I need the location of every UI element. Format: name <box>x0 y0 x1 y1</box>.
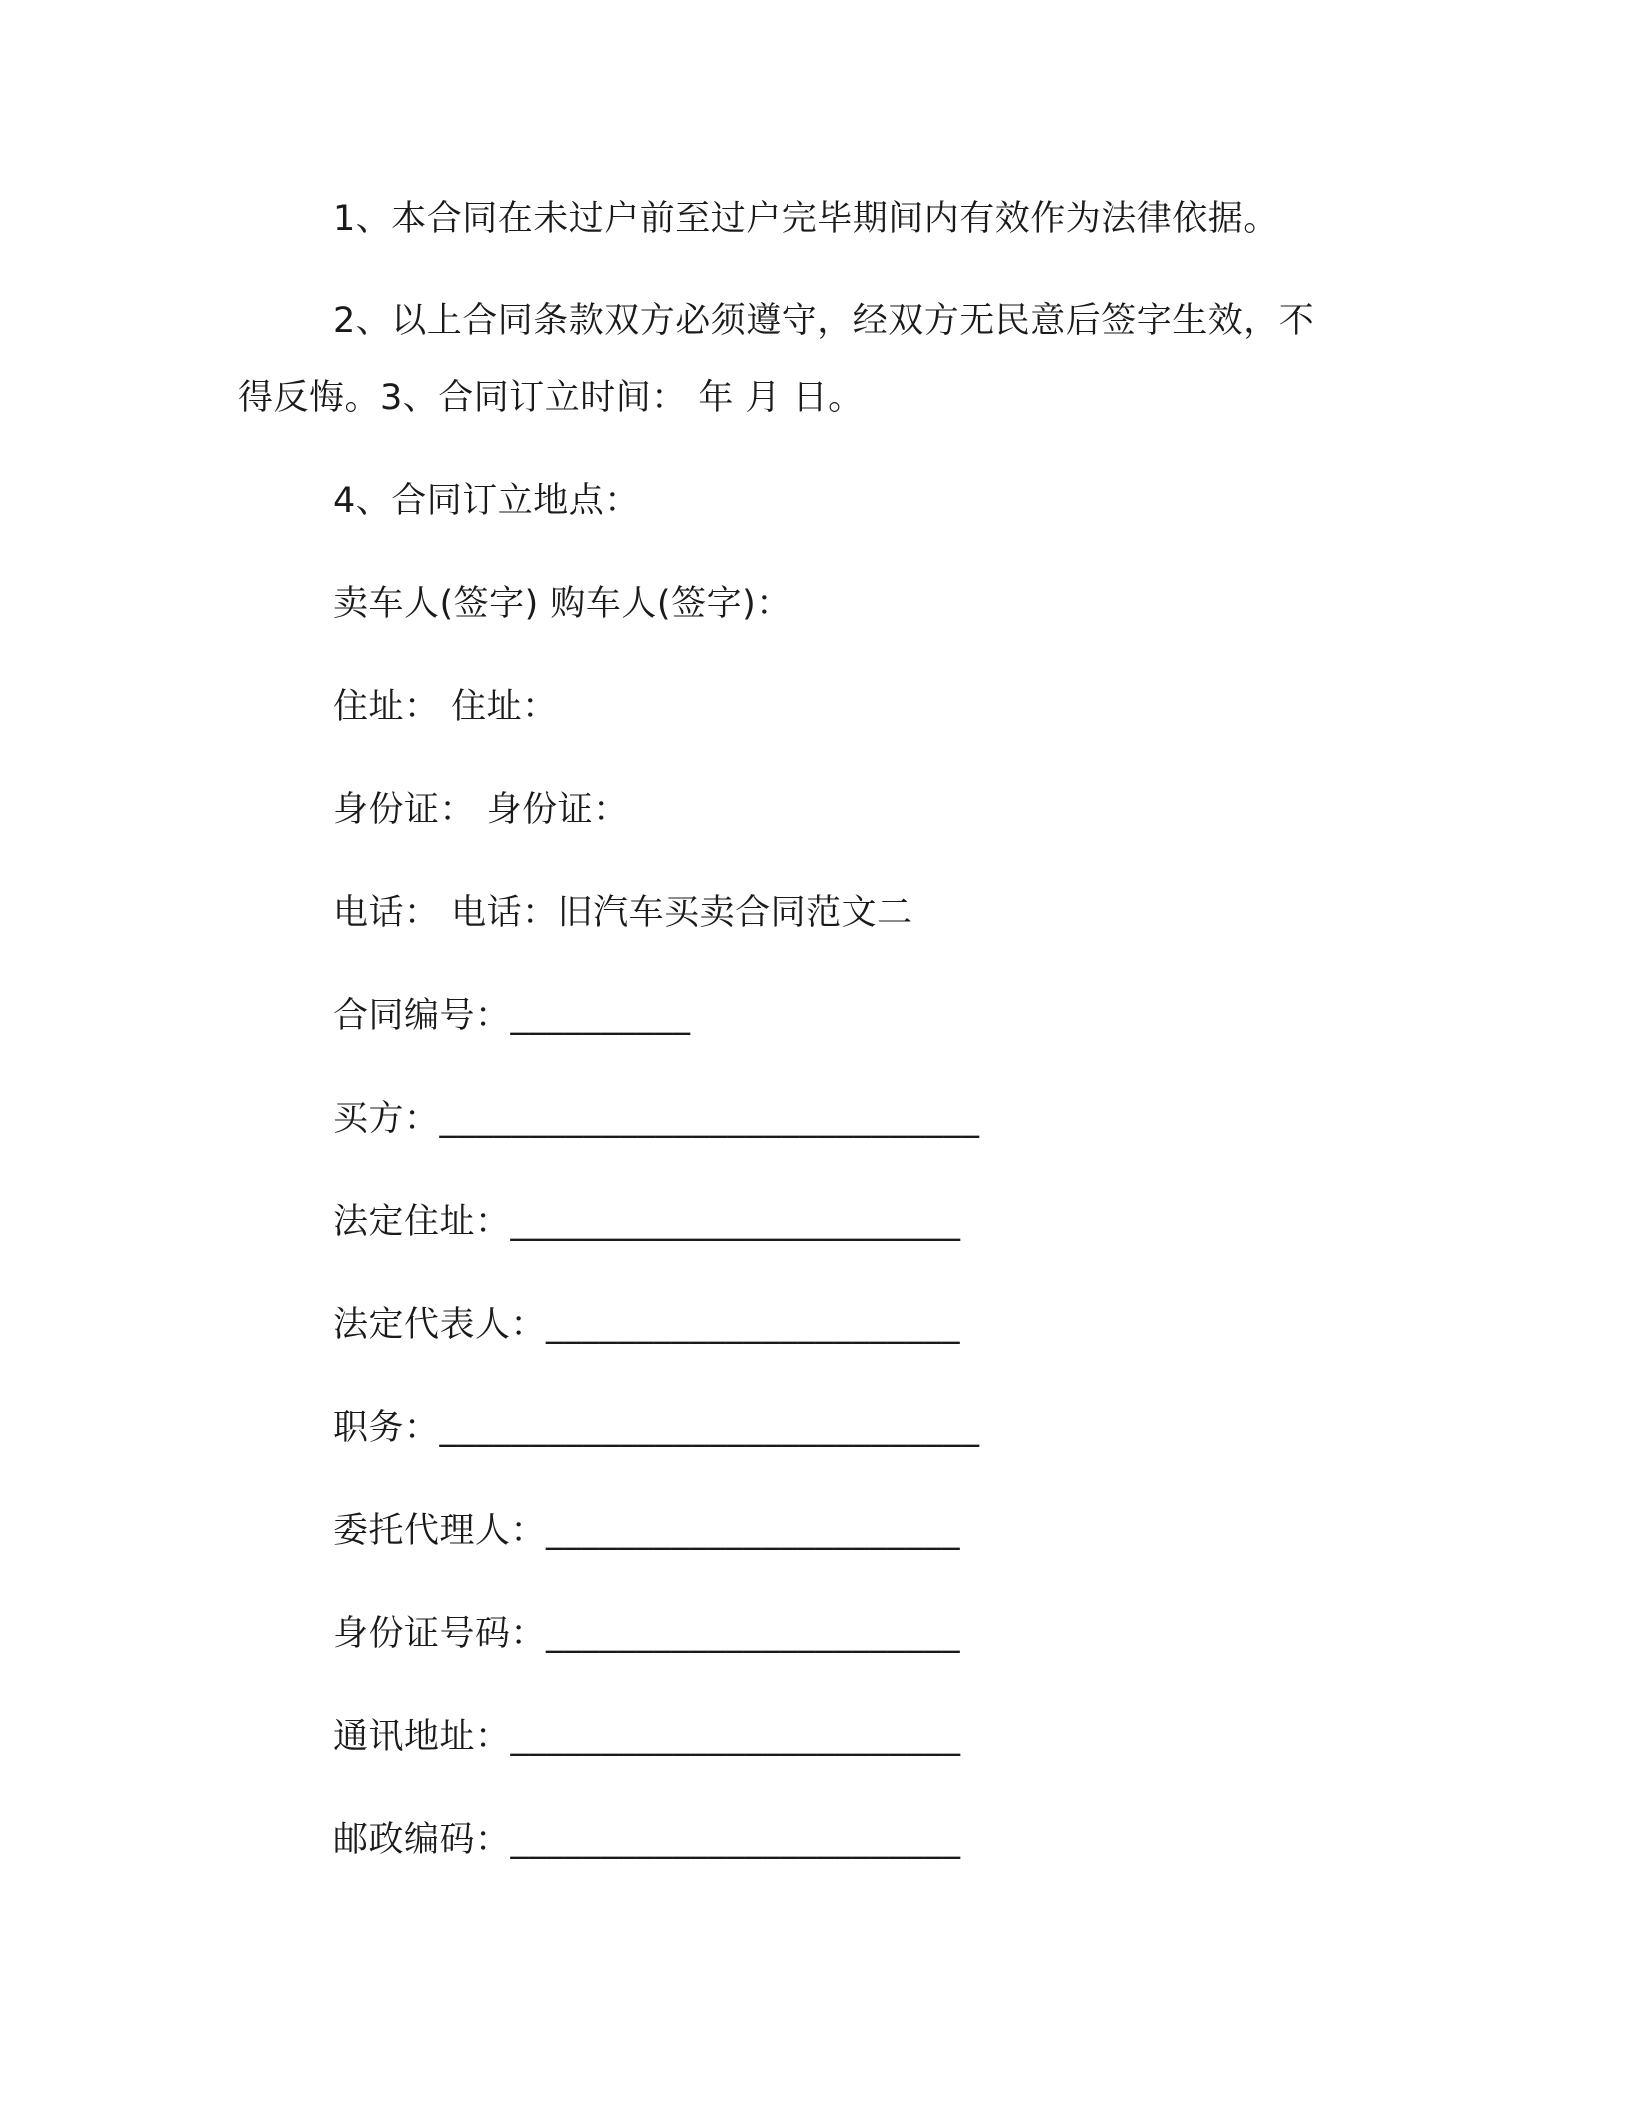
field-blank: _________________________ <box>510 1717 961 1757</box>
field-authorized-agent <box>333 1510 960 1552</box>
clause-4: 4、合同订立地点： <box>333 481 640 521</box>
clause-2-line-1: 2、以上合同条款双方必须遵守，经双方无民意后签字生效，不 <box>333 301 1315 341</box>
field-label: 委托代理人： <box>333 1511 547 1551</box>
field-label: 法定住址： <box>333 1202 511 1242</box>
field-blank: ______________________________ <box>439 1408 980 1448</box>
field-blank: _________________________ <box>510 1820 961 1860</box>
field-blank: __________ <box>510 996 691 1036</box>
signature-id-card: 身份证： 身份证： <box>333 790 629 830</box>
field-legal-representative <box>333 1304 960 1346</box>
field-label: 合同编号： <box>333 996 511 1036</box>
field-id-number <box>333 1613 960 1655</box>
field-blank: _______________________ <box>546 1511 961 1551</box>
field-mailing-address <box>333 1716 961 1758</box>
signature-parties: 卖车人(签字) 购车人(签字)： <box>333 584 792 624</box>
field-label: 身份证号码： <box>333 1614 547 1654</box>
signature-address: 住址： 住址： <box>333 687 558 727</box>
clause-2-line-2: 得反悔。3、合同订立时间： 年 月 日。 <box>238 378 864 418</box>
field-position <box>333 1407 980 1449</box>
field-label: 通讯地址： <box>333 1717 511 1757</box>
signature-phone: 电话： 电话：旧汽车买卖合同范文二 <box>333 893 913 933</box>
clause-1: 1、本合同在未过户前至过户完毕期间内有效作为法律依据。 <box>333 199 1279 239</box>
field-blank: ______________________________ <box>439 1099 980 1139</box>
field-blank: _______________________ <box>546 1305 961 1345</box>
field-postal-code <box>333 1819 961 1861</box>
field-label: 法定代表人： <box>333 1305 547 1345</box>
field-buyer <box>333 1098 980 1140</box>
field-contract-number <box>333 995 691 1037</box>
field-label: 邮政编码： <box>333 1820 511 1860</box>
field-label: 买方： <box>333 1099 440 1139</box>
field-label: 职务： <box>333 1408 440 1448</box>
field-blank: _________________________ <box>510 1202 961 1242</box>
field-blank: _______________________ <box>546 1614 961 1654</box>
field-legal-address <box>333 1201 961 1243</box>
